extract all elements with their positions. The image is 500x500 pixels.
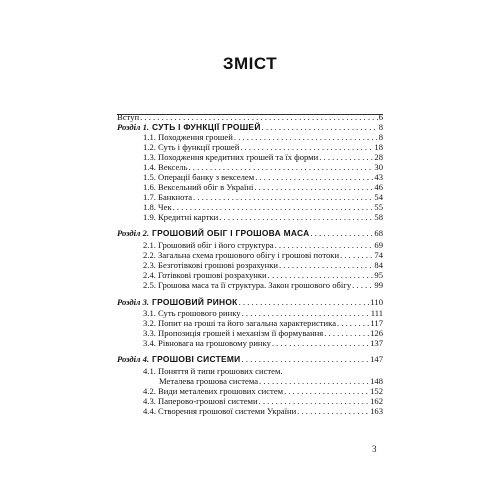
toc-item-row <box>143 260 383 270</box>
toc-entry-text: 1.5. Операції банку з векселем <box>143 172 255 182</box>
toc-page-number: 69 <box>374 240 383 250</box>
toc-leader-dots <box>324 328 369 338</box>
toc-leader-dots <box>297 406 369 416</box>
toc-leader-dots <box>279 260 373 270</box>
toc-entry-text: 2.2. Загальна схема грошового обігу і грошові потоки <box>143 250 340 260</box>
toc-entry-text: 4.3. Паперово-грошові системи <box>143 396 258 406</box>
toc-leader-dots <box>255 172 373 182</box>
toc-item-row <box>143 240 383 250</box>
toc-leader-dots <box>240 142 373 152</box>
toc-intro-row <box>117 112 383 122</box>
toc-item-row <box>143 366 383 376</box>
toc-chapter-label: Розділ 4. <box>117 354 150 364</box>
toc-chapter-row <box>117 297 383 307</box>
toc-page-number: 152 <box>370 386 383 396</box>
toc-chapter-label: Розділ 1. <box>117 122 150 132</box>
toc-chapter-title <box>117 122 261 132</box>
toc-page-number: 110 <box>370 297 383 307</box>
page-number: 3 <box>372 444 377 454</box>
toc-item-row <box>143 132 383 142</box>
toc-chapter-name: ГРОШОВИЙ ОБІГ І ГРОШОВА МАСА <box>152 228 310 238</box>
toc-chapter-row <box>117 354 383 364</box>
toc-chapter-name: ГРОШОВІ СИСТЕМИ <box>152 354 241 364</box>
toc-entry-text: 1.6. Вексельний обіг в Україні <box>143 182 254 192</box>
toc-entry-text: 1.3. Походження кредитних грошей та їх форми <box>143 152 319 162</box>
toc-chapter-name: СУТЬ І ФУНКЦІЇ ГРОШЕЙ <box>152 122 261 132</box>
toc-leader-dots <box>219 212 373 222</box>
toc-page-number: 6 <box>378 112 383 122</box>
toc-chapter-label: Розділ 2. <box>117 228 150 238</box>
toc-page-number: 163 <box>370 406 383 416</box>
toc-leader-dots <box>239 297 370 307</box>
toc-leader-dots <box>340 250 373 260</box>
toc-item-row <box>159 376 383 386</box>
toc-entry-text: 2.3. Безготівкові грошові розрахунки <box>143 260 278 270</box>
toc-page-number: 111 <box>370 308 383 318</box>
toc-leader-dots <box>189 162 374 172</box>
toc-item-row <box>143 142 383 152</box>
toc-entry-text: 1.4. Вексель <box>143 162 188 172</box>
toc-entry-text: 4.1. Поняття й типи грошових систем. <box>143 366 283 376</box>
toc-page-number: 30 <box>374 162 383 172</box>
toc-leader-dots <box>272 338 369 348</box>
toc-entry-text: 2.4. Готівкові грошові розрахунки <box>143 270 267 280</box>
toc-entry-text: Металева грошова система <box>159 376 259 386</box>
toc-item-row <box>143 270 383 280</box>
toc-page-number: 162 <box>370 396 383 406</box>
toc-entry-text: 2.1. Грошовий обіг і його структура <box>143 240 274 250</box>
toc-leader-dots <box>242 308 370 318</box>
toc-item-row <box>143 406 383 416</box>
toc-item-row <box>143 152 383 162</box>
toc-leader-dots <box>234 132 378 142</box>
toc-leader-dots <box>254 182 373 192</box>
toc-entry-text: 1.8. Чек <box>143 202 172 212</box>
toc-leader-dots <box>259 396 370 406</box>
toc-item-row <box>143 396 383 406</box>
toc-chapter-title <box>117 297 238 307</box>
toc-leader-dots <box>275 240 374 250</box>
toc-leader-dots <box>262 122 378 132</box>
toc-leader-dots <box>259 376 369 386</box>
toc-chapter-row <box>117 122 383 132</box>
toc-entry-text: 3.4. Рівновага на грошовому ринку <box>143 338 271 348</box>
toc-page-number: 117 <box>370 318 383 328</box>
toc-entry-text: 1.9. Кредитні картки <box>143 212 219 222</box>
toc-chapter-title <box>117 354 241 364</box>
toc-item-row <box>143 280 383 290</box>
toc-page-number: 58 <box>374 212 383 222</box>
toc-leader-dots <box>268 270 374 280</box>
toc-chapter-name: ГРОШОВИЙ РИНОК <box>152 297 238 307</box>
toc-item-row <box>143 162 383 172</box>
toc-page-number: 43 <box>374 172 383 182</box>
toc-entry-text: 1.2. Суть і функції грошей <box>143 142 240 152</box>
toc-entry-text: 4.2. Види металевих грошових систем <box>143 386 284 396</box>
toc-leader-dots <box>337 318 369 328</box>
toc-item-row <box>143 386 383 396</box>
toc-page-number: 147 <box>370 354 383 364</box>
toc-item-row <box>143 202 383 212</box>
toc-item-row <box>143 212 383 222</box>
toc-leader-dots <box>242 354 370 364</box>
toc-page-number: 95 <box>374 270 383 280</box>
toc-entry-text: 3.1. Суть грошового ринку <box>143 308 241 318</box>
toc-chapter-label: Розділ 3. <box>117 297 150 307</box>
toc-entry-text: 1.1. Походження грошей <box>143 132 233 142</box>
toc-item-row <box>143 338 383 348</box>
toc-item-row <box>143 182 383 192</box>
toc-leader-dots <box>352 280 373 290</box>
toc-page-number: 68 <box>374 228 383 238</box>
toc-entry-text: 2.5. Грошова маса та її структура. Закон грошового обігу <box>143 280 352 290</box>
toc-leader-dots <box>310 228 373 238</box>
toc-entry-text: 3.3. Пропозиція грошей і механізм її формування <box>143 328 324 338</box>
toc-page-number: 148 <box>370 376 383 386</box>
toc-page-number: 8 <box>378 122 383 132</box>
page-title: ЗМІСТ <box>222 54 278 73</box>
toc-page-number: 55 <box>374 202 383 212</box>
toc-item-row <box>143 172 383 182</box>
toc-chapter-title <box>117 228 309 238</box>
toc-leader-dots <box>319 152 373 162</box>
toc-page-number: 54 <box>374 192 383 202</box>
toc-leader-dots <box>193 192 373 202</box>
toc-item-row <box>143 318 383 328</box>
toc-entry-text: 3.2. Попит на гроші та його загальна характеристика <box>143 318 337 328</box>
toc-item-row <box>143 250 383 260</box>
toc-entry-text: 1.7. Банкнота <box>143 192 193 202</box>
toc-entry-text: 4.4. Створення грошової системи України <box>143 406 297 416</box>
toc-page-number: 18 <box>374 142 383 152</box>
toc-leader-dots <box>140 112 378 122</box>
toc-page-number: 8 <box>378 132 383 142</box>
toc-entry-text: Вступ <box>117 112 140 122</box>
toc-leader-dots <box>173 202 374 212</box>
toc-page-number: 84 <box>374 260 383 270</box>
toc-leader-dots <box>284 386 369 396</box>
toc-page-number: 137 <box>370 338 383 348</box>
toc-item-row <box>143 308 383 318</box>
toc-item-row <box>143 192 383 202</box>
toc-page-number: 74 <box>374 250 383 260</box>
toc-page-number: 46 <box>374 182 383 192</box>
toc-page-number: 28 <box>374 152 383 162</box>
toc-page-number: 99 <box>374 280 383 290</box>
toc-chapter-row <box>117 228 383 238</box>
toc-page-number: 126 <box>370 328 383 338</box>
toc-item-row <box>143 328 383 338</box>
